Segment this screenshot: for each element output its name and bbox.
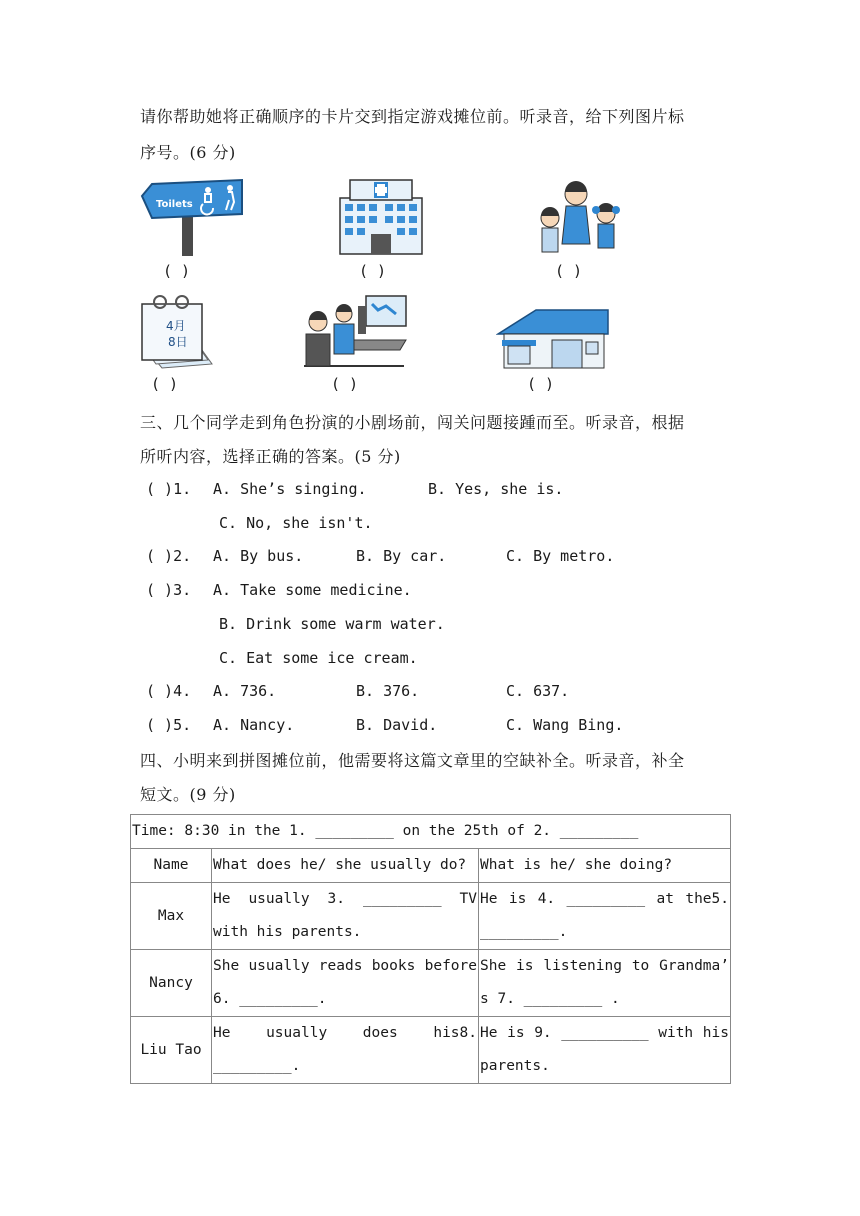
computer-class-picture: [300, 292, 410, 368]
row-usually[interactable]: She usually reads books before 6. _________.: [212, 950, 479, 1017]
q5-number[interactable]: ( )5.: [146, 716, 192, 734]
q5-option-c: C. Wang Bing.: [506, 716, 624, 734]
shop-house-picture: [496, 306, 612, 370]
answer-paren-3[interactable]: ( ): [555, 262, 583, 280]
section4-heading-line-1: 四、小明来到拼图摊位前，他需要将这篇文章里的空缺补全。听录音，补全: [140, 751, 685, 770]
calendar-picture: [138, 292, 216, 370]
table-title-row: [131, 815, 731, 849]
q5-option-a: A. Nancy.: [213, 716, 295, 734]
children-picture: [534, 180, 626, 258]
q1-option-a: A. She’s singing.: [213, 480, 367, 498]
row-name: Liu Tao: [131, 1017, 212, 1084]
q2-option-a: A. By bus.: [213, 547, 304, 565]
q2-number[interactable]: ( )2.: [146, 547, 192, 565]
q4-number[interactable]: ( )4.: [146, 682, 192, 700]
calendar-month-text: 4月: [166, 319, 186, 333]
row-doing[interactable]: He is 4. _________ at the5. _________.: [479, 883, 731, 950]
row-usually[interactable]: He usually 3. _________ TV with his parents.: [212, 883, 479, 950]
header-usually: What does he/ she usually do?: [212, 849, 479, 883]
intro-line-2: 序号。(6 分): [140, 143, 236, 162]
row-name: Nancy: [131, 950, 212, 1017]
header-name: Name: [131, 849, 212, 883]
q2-option-c: C. By metro.: [506, 547, 615, 565]
q4-option-a: A. 736.: [213, 682, 277, 700]
row-doing[interactable]: She is listening to Grandma’ s 7. _________ .: [479, 950, 731, 1017]
section3-heading-line-2: 所听内容，选择正确的答案。(5 分): [140, 447, 401, 466]
table-row: [131, 883, 731, 950]
q5-option-b: B. David.: [356, 716, 438, 734]
intro-line-1: 请你帮助她将正确顺序的卡片交到指定游戏摊位前。听录音，给下列图片标: [140, 107, 685, 126]
answer-paren-2[interactable]: ( ): [359, 262, 387, 280]
section3-heading-line-1: 三、几个同学走到角色扮演的小剧场前，闯关问题接踵而至。听录音，根据: [140, 413, 685, 432]
table-header-row: [131, 849, 731, 883]
section4-heading-line-2: 短文。(9 分): [140, 785, 236, 804]
q3-option-a: A. Take some medicine.: [213, 581, 412, 599]
header-doing: What is he/ she doing?: [479, 849, 731, 883]
table-row: [131, 950, 731, 1017]
fill-in-table: [130, 814, 731, 1084]
toilet-sign-picture: [138, 176, 246, 258]
toilet-sign-label: Toilets: [156, 199, 193, 210]
q3-option-c: C. Eat some ice cream.: [219, 649, 418, 667]
table-row: [131, 1017, 731, 1084]
answer-paren-6[interactable]: ( ): [527, 375, 555, 393]
q1-number[interactable]: ( )1.: [146, 480, 192, 498]
q3-option-b: B. Drink some warm water.: [219, 615, 445, 633]
q1-option-c: C. No, she isn't.: [219, 514, 373, 532]
row-usually[interactable]: He usually does his8. _________.: [212, 1017, 479, 1084]
hospital-picture: [336, 174, 426, 256]
row-name: Max: [131, 883, 212, 950]
calendar-day-text: 8日: [168, 335, 188, 349]
answer-paren-4[interactable]: ( ): [151, 375, 179, 393]
q4-option-c: C. 637.: [506, 682, 570, 700]
answer-paren-1[interactable]: ( ): [163, 262, 191, 280]
q4-option-b: B. 376.: [356, 682, 420, 700]
q1-option-b: B. Yes, she is.: [428, 480, 564, 498]
table-title-cell: Time: 8:30 in the 1. _________ on the 25th of 2. _________: [131, 815, 731, 849]
row-doing[interactable]: He is 9. __________ with his parents.: [479, 1017, 731, 1084]
q3-number[interactable]: ( )3.: [146, 581, 192, 599]
q2-option-b: B. By car.: [356, 547, 447, 565]
answer-paren-5[interactable]: ( ): [331, 375, 359, 393]
